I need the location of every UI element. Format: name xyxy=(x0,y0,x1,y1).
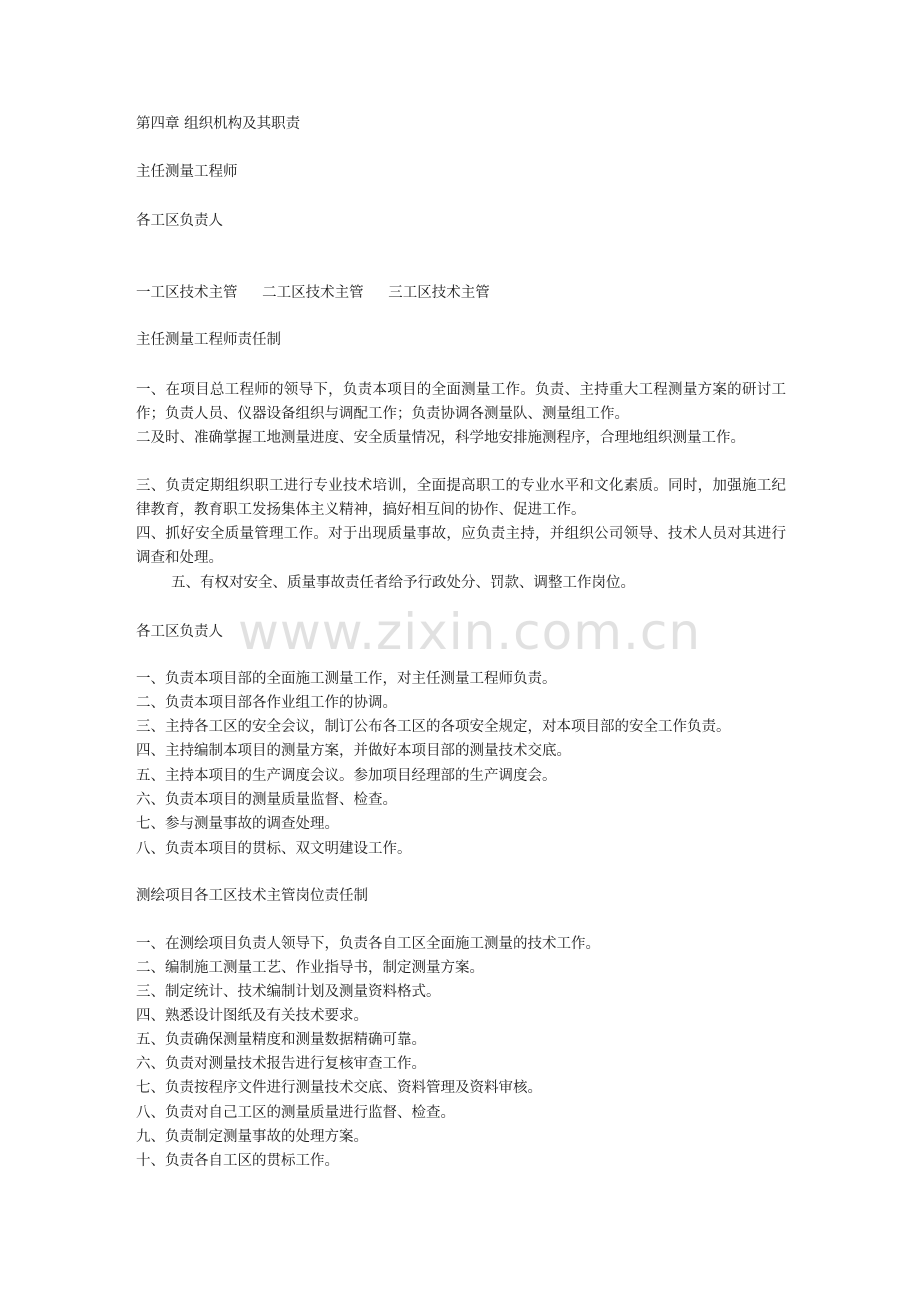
org-chart-middle: 各工区负责人 xyxy=(136,213,223,229)
org-chart-bottom-row xyxy=(136,283,786,303)
org-chart-node-1: 一工区技术主管 xyxy=(136,285,238,301)
section3-item-7: 七、负责按程序文件进行测量技术交底、资料管理及资料审核。 xyxy=(136,1080,542,1096)
section3-item-10: 十、负责各自工区的贯标工作。 xyxy=(136,1153,339,1169)
section2-item-8: 八、负责本项目的贯标、双文明建设工作。 xyxy=(136,841,412,857)
section3-item-2: 二、编制施工测量工艺、作业指导书，制定测量方案。 xyxy=(136,960,484,976)
section3-title: 测绘项目各工区技术主管岗位责任制 xyxy=(136,888,368,904)
section3-item-5: 五、负责确保测量精度和测量数据精确可靠。 xyxy=(136,1032,426,1048)
chapter-title: 第四章 组织机构及其职责 xyxy=(136,116,301,132)
section3-item-4: 四、熟悉设计图纸及有关技术要求。 xyxy=(136,1008,368,1024)
org-chart-top: 主任测量工程师 xyxy=(136,164,238,180)
org-chart-node-3: 三工区技术主管 xyxy=(388,285,490,301)
section3-item-6: 六、负责对测量技术报告进行复核审查工作。 xyxy=(136,1056,426,1072)
section1-title: 主任测量工程师责任制 xyxy=(136,332,281,348)
section1-item-1: 一、在项目总工程师的领导下，负责本项目的全面测量工作。负责、主持重大工程测量方案的研讨工作；负责人员、仪器设备组织与调配工作；负责协调各测量队、测量组工作。 xyxy=(136,382,786,422)
org-chart-node-2: 二工区技术主管 xyxy=(262,285,364,301)
section2-item-5: 五、主持本项目的生产调度会议。参加项目经理部的生产调度会。 xyxy=(136,768,557,784)
section1-item-3: 三、负责定期组织职工进行专业技术培训，全面提高职工的专业水平和文化素质。同时，加强施工纪律教育，教育职工发扬集体主义精神，搞好相互间的协作、促进工作。 xyxy=(136,478,786,518)
section1-item-2: 二及时、准确掌握工地测量进度、安全质量情况，科学地安排施测程序，合理地组织测量工作。 xyxy=(136,430,745,446)
section3-item-8: 八、负责对自己工区的测量质量进行监督、检查。 xyxy=(136,1105,455,1121)
section2-item-6: 六、负责本项目的测量质量监督、检查。 xyxy=(136,792,397,808)
section2-item-3: 三、主持各工区的安全会议，制订公布各工区的各项安全规定，对本项目部的安全工作负责。 xyxy=(136,719,731,735)
section2-item-7: 七、参与测量事故的调查处理。 xyxy=(136,816,339,832)
section3-item-3: 三、制定统计、技术编制计划及测量资料格式。 xyxy=(136,984,441,1000)
section1-item-5: 五、有权对安全、质量事故责任者给予行政处分、罚款、调整工作岗位。 xyxy=(171,575,635,591)
section1-item-4: 四、抓好安全质量管理工作。对于出现质量事故，应负责主持，并组织公司领导、技术人员对其进行调查和处理。 xyxy=(136,526,786,566)
section2-title: 各工区负责人 xyxy=(136,624,223,640)
section2-item-2: 二、负责本项目部各作业组工作的协调。 xyxy=(136,695,397,711)
section3-item-9: 九、负责制定测量事故的处理方案。 xyxy=(136,1129,368,1145)
section3-item-1: 一、在测绘项目负责人领导下，负责各自工区全面施工测量的技术工作。 xyxy=(136,936,600,952)
section2-item-1: 一、负责本项目部的全面施工测量工作，对主任测量工程师负责。 xyxy=(136,671,557,687)
section2-item-4: 四、主持编制本项目的测量方案，并做好本项目部的测量技术交底。 xyxy=(136,743,571,759)
watermark: www.zixin.com.cn xyxy=(238,603,702,661)
